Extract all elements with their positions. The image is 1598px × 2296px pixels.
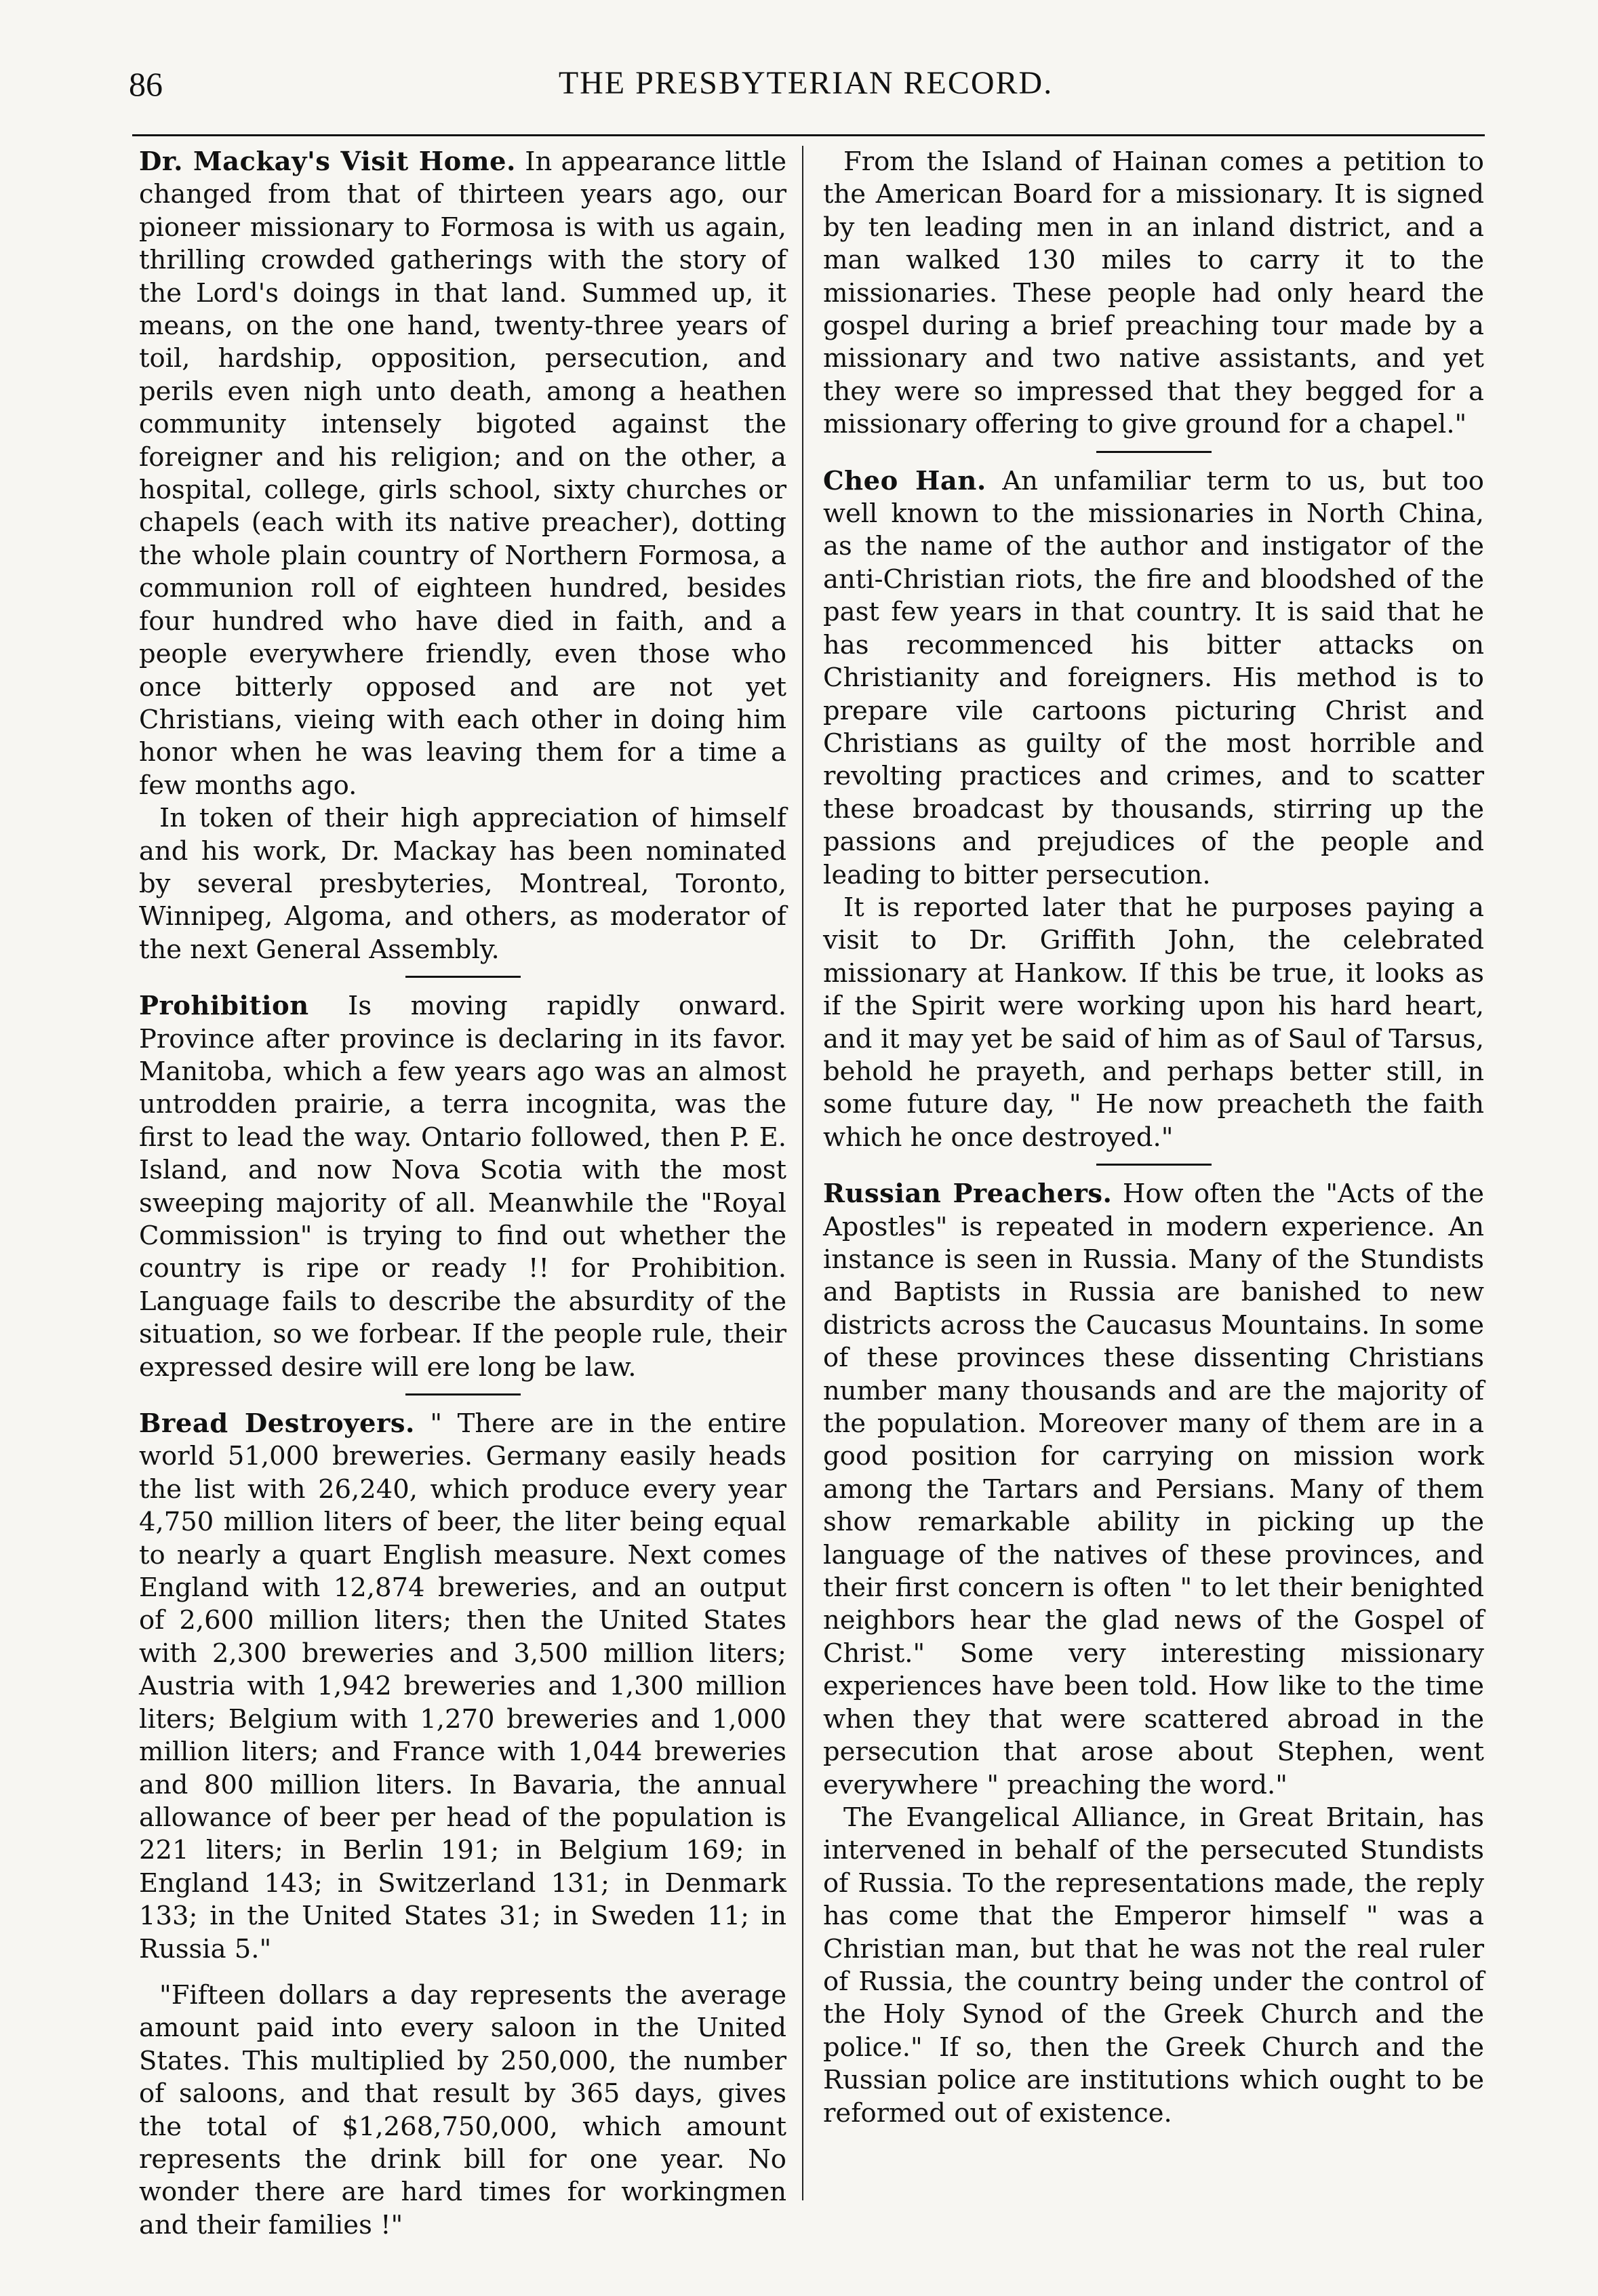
russian-paragraph-1 [823,1178,1484,1802]
mackay-paragraph-2: In token of their high appreciation of himself and his work, Dr. Mackay has been nominated by several presbyteries, Montreal, Toronto, Winnipeg, Algoma, and others, as moderator of the next General Assembly. [139,803,786,965]
bread-heading: Bread Destroyers. [139,1408,415,1440]
russian-heading: Russian Preachers. [823,1179,1113,1210]
article-prohibition [139,990,786,1384]
page-number: 86 [129,65,163,103]
section-rule [1096,451,1212,453]
article-cheo-han [823,465,1484,1155]
cheo-paragraph-2: It is reported later that he purposes paying a visit to Dr. Griffith John, the celebrated missionary at Hankow. If this be true, it looks as if the Spirit were working upon his hard heart, and it may yet be said of him as of Saul of Tarsus, behold he prayeth, and perhaps better still, in some future day, " He now preacheth the faith which he once destroyed." [823,892,1484,1153]
bread-text-1: " There are in the entire world 51,000 breweries. Germany easily heads the list with 26,240, which produce every year 4,750 million liters of beer, the liter being equal to nearly a quart English measure. Next comes England with 12,874 breweries, and an output of 2,600 million liters; then the United States with 2,300 breweries and 3,500 million liters; Austria with 1,942 breweries and 1,300 million liters; Belgium with 1,270 breweries and 1,000 million liters; and France with 1,044 breweries and 800 million liters. In Bavaria, the annual allowance of beer per head of the population is 221 liters; in Berlin 191; in Belgium 169; in England 143; in Switzerland 131; in Denmark 133; in the United States 31; in Sweden 11; in Russia 5." [139,1408,786,1964]
bread-paragraph-1 [139,1408,786,1966]
bread-paragraph-2: "Fifteen dollars a day represents the average amount paid into every saloon in the United States. This multiplied by 250,000, the number of saloons, and that result by 365 days, gives the total of $1,268,750,000, which amount represents the drink bill for one year. No wonder there are hard times for workingmen and their families !" [139,1979,786,2240]
hainan-paragraph: From the Island of Hainan comes a petition to the American Board for a missionary. It is signed by ten leading men in an inland district, and a man walked 130 miles to carry it to the missionaries. These people had only heard the gospel during a brief preaching tour made by a missionary and two native assistants, and yet they were so impressed that they begged for a missionary offering to give ground for a chapel." [823,146,1484,440]
article-mackay [139,146,786,966]
article-bread-destroyers [139,1408,786,2242]
cheo-heading: Cheo Han. [823,465,986,496]
mackay-text-1: In appearance little changed from that of thirteen years ago, our pioneer missionary to Formosa is with us again, thrilling crowded gatherings with the story of the Lord's doings in that land. Summed up, it means, on the one hand, twenty-three years of toil, hardship, opposition, persecution, and perils even nigh unto death, among a heathen community intensely bigoted against the foreigner and his religion; and on the other, a hospital, college, girls school, sixty churches or chapels (each with its native preacher), dotting the whole plain country of Northern Formosa, a communion roll of eighteen hundred, besides four hundred who have died in faith, and a people everywhere friendly, even those who once bitterly opposed and are not yet Christians, vieing with each other in doing him honor when he was leaving them for a time a few months ago. [139,146,786,801]
article-hainan [823,146,1484,441]
russian-text-1: How often the "Acts of the Apostles" is repeated in modern experience. An instance is seen in Russia. Many of the Stundists and Baptists in Russia are banished to new districts across the Caucasus Mountains. In some of these provinces these dissenting Christians number many thousands and are the majority of the population. Moreover many of them are in a good position for carrying on mission work among the Tartars and Persians. Many of them show remarkable ability in picking up the language of the natives of these provinces, and their first concern is often " to let their benighted neighbors hear the glad news of the Gospel of Christ." Some very interesting missionary experiences have been told. How like to the time when they that were scattered abroad in the persecution that arose about Stephen, went everywhere " preaching the word." [823,1179,1484,1800]
running-title: THE PRESBYTERIAN RECORD. [558,65,1054,101]
cheo-paragraph-1 [823,465,1484,892]
prohibition-heading: Prohibition [139,991,309,1022]
russian-paragraph-2: The Evangelical Alliance, in Great Britain, has intervened in behalf of the persecuted Stundists of Russia. To the representations made, the reply has come that the Emperor himself " was a Christian man, but that he was not the real ruler of Russia, the country being under the control of the Holy Synod of the Greek Church and the police." If so, then the Greek Church and the Russian police are institutions which ought to be reformed out of existence. [823,1802,1484,2129]
left-column [139,146,786,2242]
article-russian-preachers [823,1178,1484,2130]
mackay-paragraph-1 [139,146,786,802]
right-column [823,146,1484,2130]
mackay-heading: Dr. Mackay's Visit Home. [139,146,516,177]
section-rule [1096,1164,1212,1166]
prohibition-text: Is moving rapidly onward. Province after province is declaring in its favor. Manitoba, which a few years ago was an almost untrodden prairie, a terra incognita, was the first to lead the way. Ontario followed, then P. E. Island, and now Nova Scotia with the most sweeping majority of all. Meanwhile the "Royal Commission" is trying to find out whether the country is ripe or ready !! for Prohibition. Language fails to describe the absurdity of the situation, so we forbear. If the people rule, their expressed desire will ere long be law. [139,991,786,1383]
paragraph-gap [139,1966,786,1979]
cheo-text-1: An unfamiliar term to us, but too well known to the missionaries in North China, as the name of the author and instigator of the anti-Christian riots, the fire and bloodshed of the past few years in that country. It is said that he has recommenced his bitter attacks on Christianity and foreigners. His method is to prepare vile cartoons picturing Christ and Christians as guilty of the most horrible and revolting practices and crimes, and to scatter these broadcast by thousands, stirring up the passions and prejudices of the people and leading to bitter persecution. [823,465,1484,890]
page-header [129,64,1598,119]
section-rule [405,1393,521,1396]
prohibition-paragraph [139,990,786,1384]
header-rule [132,134,1485,136]
section-rule [405,976,521,978]
column-divider [802,146,803,2200]
